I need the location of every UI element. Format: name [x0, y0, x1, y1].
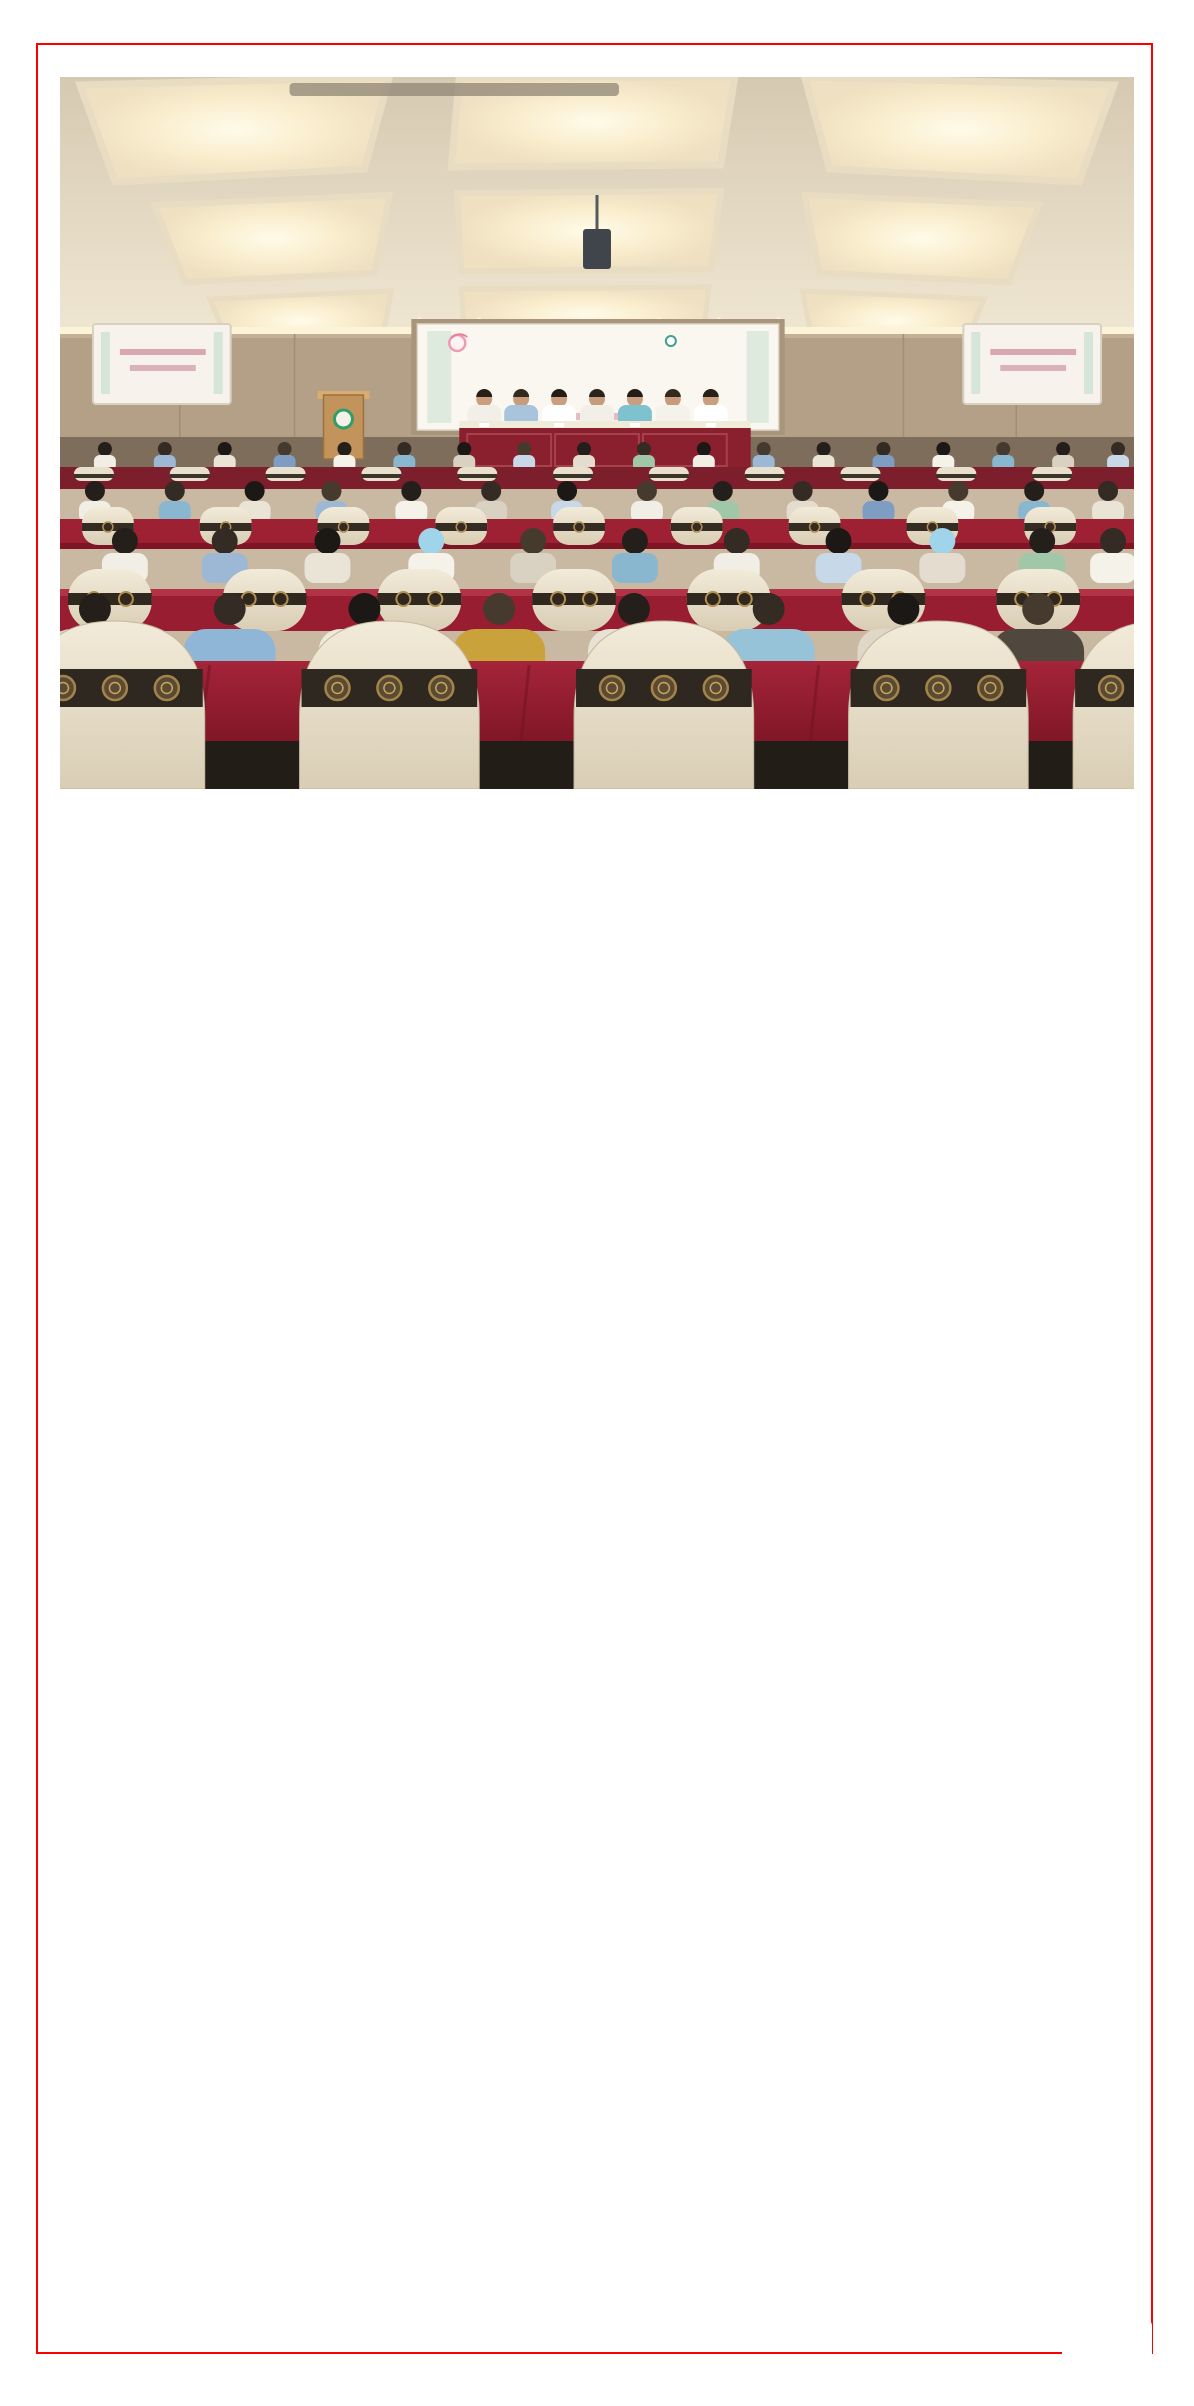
- projector: [583, 229, 611, 269]
- side-screen-left: [93, 324, 231, 404]
- side-screen-right: [963, 324, 1101, 404]
- clipped-text-fragment: [106, 2394, 576, 2406]
- podium-logo-icon: [334, 410, 352, 428]
- favorite-star-button[interactable]: [1062, 2318, 1152, 2398]
- ceiling-vent: [290, 83, 619, 96]
- conference-photo[interactable]: [60, 77, 1134, 789]
- ceiling-coffers: [60, 77, 1134, 351]
- hospital-logo-icon: [666, 336, 676, 346]
- article-frame: [36, 43, 1153, 2354]
